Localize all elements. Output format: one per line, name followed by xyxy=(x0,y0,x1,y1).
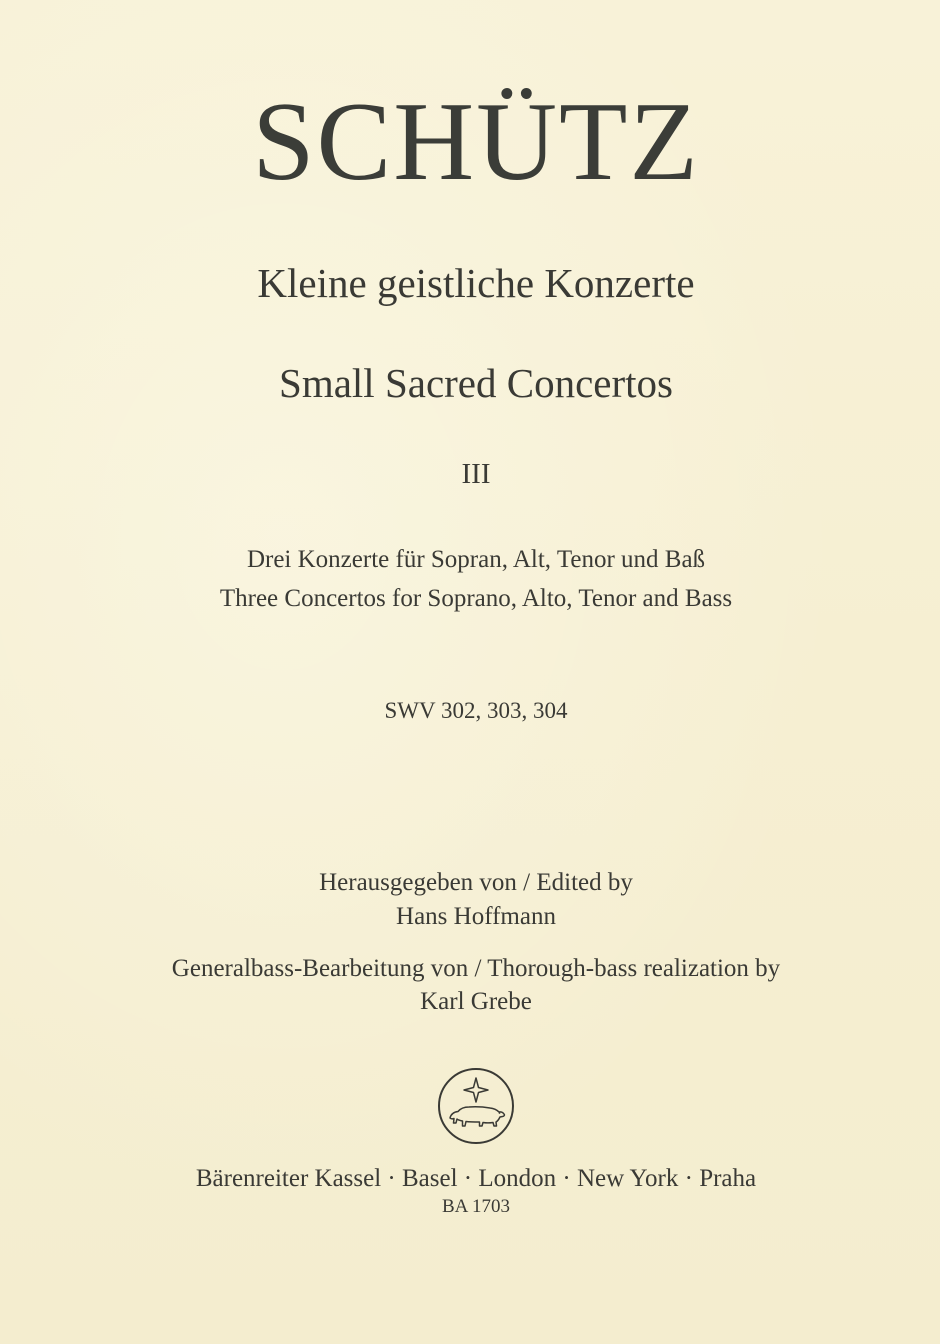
publisher-logo-icon xyxy=(436,1066,516,1146)
publisher-cities: Bärenreiter Kassel · Basel · London · New York · Praha xyxy=(195,1165,757,1192)
title-german: Kleine geistliche Konzerte xyxy=(257,260,695,306)
composer-name: SCHÜTZ xyxy=(252,80,700,204)
editor-name: Hans Hoffmann xyxy=(396,903,556,930)
description-german: Drei Konzerte für Sopran, Alt, Tenor und Baß xyxy=(246,546,706,573)
title-english: Small Sacred Concertos xyxy=(279,360,673,406)
realizer-name: Karl Grebe xyxy=(420,988,532,1015)
volume-number: III xyxy=(461,458,491,490)
catalogue-numbers: SWV 302, 303, 304 xyxy=(384,698,568,723)
edited-by-label: Herausgegeben von / Edited by xyxy=(319,869,633,896)
description-english: Three Concertos for Soprano, Alto, Tenor and Bass xyxy=(219,585,733,612)
realization-label: Generalbass-Bearbeitung von / Thorough-bass realization by xyxy=(171,955,781,982)
publisher-catalog-number: BA 1703 xyxy=(441,1196,511,1217)
